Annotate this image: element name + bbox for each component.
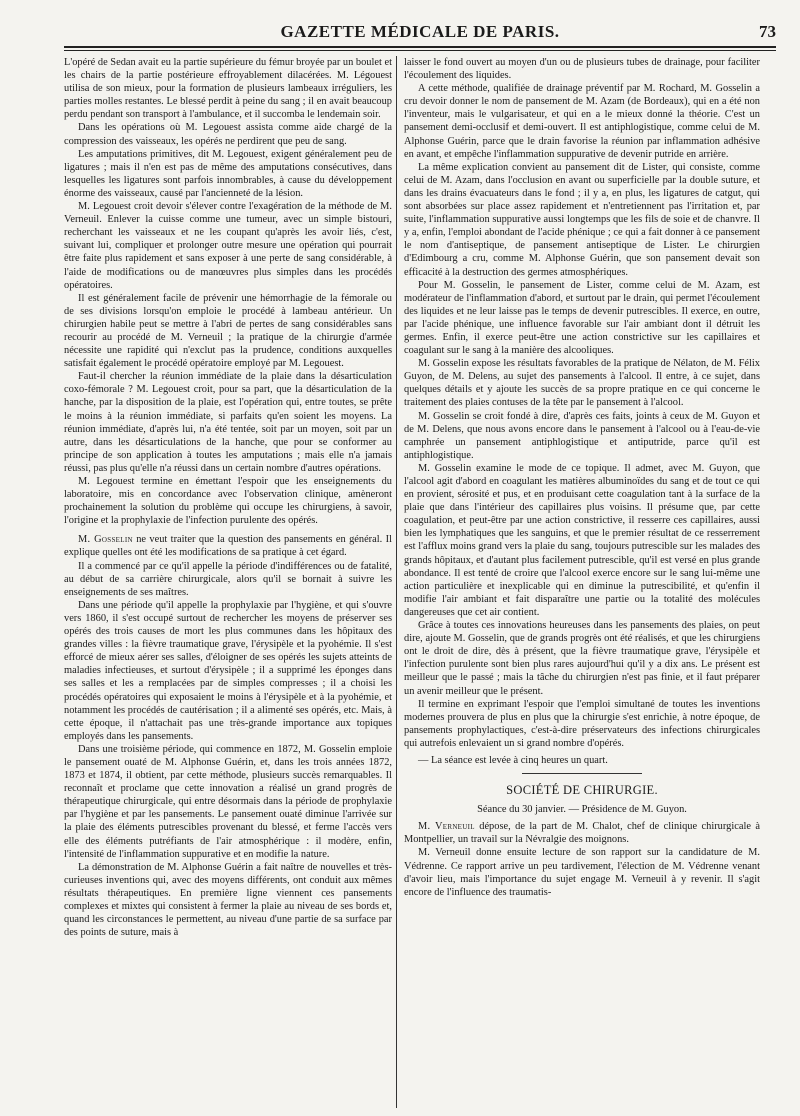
header-rule bbox=[64, 46, 776, 48]
section-rule bbox=[522, 773, 642, 774]
paragraph: Grâce à toutes ces innovations heureuses dans les pansements des plaies, on peut dire, ajoute M. Gosselin, que de grands progrès ont été réalisés, et que les chirurgiens ont le droit de dire, dès à présent, que la fièvre traumatique grave, l'érysipèle et l'infection purulente sont bien plus rares aujourd'hui qu'il y a dix ans. Le présent est meilleur que le passé ; mais la tâche du chirurgien n'est pas finie, et il faut préparer un avenir meilleur que le présent. bbox=[404, 620, 760, 697]
paragraph: Il est généralement facile de prévenir une hémorrhagie de la fémorale ou de ses divisions lorsqu'on emploie le procédé à lambeau antérieur. Un chirurgien habile peut se mettre à l'abri de pertes de sang considérables sans recourir au procédé de M. Verneuil ; la pratique de la chirurgie d'armée nécessite une rapidité qui n'exclut pas la prudence, conditions auxquelles satisfait également le procédé opératoire employé par M. Legouest. bbox=[64, 292, 392, 370]
paragraph: Il termine en exprimant l'espoir que l'emploi simultané de toutes les inventions modernes prouvera de plus en plus que la chirurgie s'est enrichie, à notre époque, de pansements prophylactiques, c'est-à-dire préservateurs des infections chirurgicales qui autrefois enlevaient un si grand nombre d'opérés. bbox=[404, 698, 760, 749]
paragraph: M. Gosselin expose les résultats favorables de la pratique de Nélaton, de M. Félix Guyon, de M. Delens, au sujet des pansements à l'alcool. Il entre, à ce sujet, dans quelques détails et y ajoute les succès de sa propre pratique en ce qui concerne le traitement des plaies contuses de la tête par le pansement à l'alcool. bbox=[404, 358, 760, 409]
paragraph: L'opéré de Sedan avait eu la partie supérieure du fémur broyée par un boulet et les chairs de la partie postérieure effroyablement dilacérées. M. Légouest utilisa de son mieux, pour la formation de plusieurs lambeaux irréguliers, les parties molles restantes. Le blessé perdit à peine du sang ; il en avait beaucoup perdu pendant son transport à l'ambulance, et il succomba le lendemain soir. bbox=[64, 57, 392, 121]
column-divider bbox=[396, 56, 397, 1108]
paragraph: Il a commencé par ce qu'il appelle la période d'indifférences ou de fatalité, au début de sa carrière chirurgicale, alors qu'il se bornait à suivre les enseignements de ses maîtres. bbox=[64, 560, 392, 598]
speaker-name: M. Verneuil bbox=[418, 821, 475, 833]
paragraph: Dans une période qu'il appelle la prophylaxie par l'hygiène, et qui s'ouvre vers 1860, il s'est occupé surtout de rechercher les moyens de préserver ses opérés des trois causes de mort les plus communes dans les hôpitaux des grandes villes : la fièvre traumatique grave, l'érysipèle et la pyohémie. Il s'est efforcé de mieux aérer ses salles, d'éloigner de ses opérés les sujets atteints de maladies infectieuses, et surtout d'érysipèle ; il a supprimé les éponges dans ses salles et les a remplacées par de simples compresses ; il a choisi les procédés opératoires qui exposaient le moins à l'érysipèle et à la pyohémie, et notamment les procédés de cautérisation ; il a alimenté ses opérés, etc. Mais, à cette époque, il n'attachait pas une très-grande importance aux topiques employés dans les pansements. bbox=[64, 599, 392, 742]
speaker-name: M. Gosselin bbox=[78, 534, 133, 546]
page-header bbox=[64, 22, 776, 48]
page-number: 73 bbox=[759, 22, 776, 41]
session-line: Séance du 30 janvier. — Présidence de M. Guyon. bbox=[477, 804, 687, 816]
paragraph: Faut-il chercher la réunion immédiate de la plaie dans la désarticulation coxo-fémorale ? M. Legouest croit, pour sa part, que la désarticulation de la hanche, par la disposition de la plaie, est l'opération qui, entre toutes, se prête le moins à la réunion immédiate, si parfaits qu'en soient les moyens. La réunion immédiate, d'après lui, n'a été tentée, soit par un moyen, soit par un autre, dans les désarticulations de la hanche, que pour se conformer au principe de son application à toutes les amputations ; mais elle n'a jamais réussi, pas plus qu'elle n'a réussi dans un certain nombre d'autres opérations. bbox=[64, 371, 392, 474]
paragraph: M. Legouest croit devoir s'élever contre l'exagération de la méthode de M. Verneuil. Enlever la cuisse comme une tumeur, avec un simple bistouri, recherchant les vaisseaux et ne les coupant qu'après les avoir liés, c'est, suivant lui, compliquer et prolonger outre mesure une opération qui pourrait être faite plus rapidement et sans exposer à une perte de sang considérable, à l'aide de modifications ou de manœuvres plus simples dans les procédés opératoires. bbox=[64, 201, 392, 291]
paragraph: laisser le fond ouvert au moyen d'un ou de plusieurs tubes de drainage, pour faciliter l'écoulement des liquides. bbox=[404, 57, 760, 82]
paragraph: M. Gosselin examine le mode de ce topique. Il admet, avec M. Guyon, que l'alcool agit d'abord en coagulant les matières albuminoïdes du sang et de tout ce qui en provient, sérosité et pus, et en produisant cette coagulation tant à la surface de la plaie que dans l'intérieur des capillaires plus voisins. Il présume que, par cette coagulation, et peut-être par une action constrictive, il resserre ces capillaires, aussi bien les lymphatiques que les sanguins, et que le premier résultat de ce resserrement est l'afflux moins grand vers la plaie du sang, toujours putrescible sur les malades des grands hôpitaux, et d'autant plus facilement putrescible, qu'il est versé en plus grande abondance. Il est tenté de croire que l'alcool exerce encore sur le sang lui-même une action particulière et inexplicable qui en diminue la putrescibilité, et qu'enfin il modifie l'air ambiant et fait disparaître une partie ou la totalité des molécules dangereuses que cet air contient. bbox=[404, 462, 760, 618]
paragraph: La même explication convient au pansement dit de Lister, qui consiste, comme celui de M. Azam, dans l'occlusion en avant ou superficielle par la double suture, et dans les drains évacuateurs dans le fond ; il y a, en plus, les ligatures de catgut, qui sont absorbées sur place assez rapidement et n'entretiennent pas l'irritation et, par suite, l'inflammation suppurative aussi longtemps que les fils de soie et de chanvre. Il y a, enfin, l'emploi abondant de l'acide phénique ; ce qui a fait donner à ce pansement le nom d'antiseptique, de pansement antiseptique de Lister. Le chirurgien d'Edimbourg a cru, comme M. Alphonse Guérin, que son pansement devait son efficacité à la destruction des germes atmosphériques. bbox=[404, 161, 760, 278]
paragraph bbox=[64, 533, 392, 559]
paragraph bbox=[404, 820, 760, 846]
header-rule-thin bbox=[64, 50, 776, 51]
paragraph: Dans les opérations où M. Legouest assista comme aide chargé de la compression des vaisseaux, les opérés ne perdirent que peu de sang. bbox=[64, 122, 392, 147]
paragraph: Dans une troisième période, qui commence en 1872, M. Gosselin emploie le pansement ouaté de M. Alphonse Guérin, et, dans les trois années 1872, 1873 et 1874, il obtient, par cette méthode, plusieurs succès remarquables. Il reconnaît et proclame que cette innovation a réalisé un grand progrès de thérapeutique chirurgicale, qui entre désormais dans la période de prophylaxie par l'hygiène et par les pansements. Le pansement ouaté diminue l'arrivée sur la plaie des éléments putrescibles provenant du blessé, et ferme l'accès vers elle des éléments putréfiants de l'air atmosphérique : il modère, enfin, l'intensité de l'inflammation suppurative et en modifie la nature. bbox=[64, 743, 392, 860]
paragraph: Pour M. Gosselin, le pansement de Lister, comme celui de M. Azam, est modérateur de l'inflammation d'abord, et surtout par le drain, qui permet l'écoulement des liquides et ne leur laisse pas le temps de devenir putrescibles. Il exerce, en outre, par l'acide phénique, une influence favorable sur l'air ambiant dont il détruit les germes. Enfin, il exerce peut-être une action constrictive sur les capillaires et coagulant sur le sang à la manière des alcooliques. bbox=[404, 279, 760, 357]
right-column bbox=[404, 56, 760, 899]
paragraph: A cette méthode, qualifiée de drainage préventif par M. Rochard, M. Gosselin a cru devoir donner le nom de pansement de M. Azam (de Bordeaux), qui en a été non l'inventeur, mais le vulgarisateur, et qui en a le mieux donné la théorie. C'est un pansement demi-occlusif et demi-ouvert. Il est antiphlogistique, comme celui de M. Alphonse Guérin, parce que le drain favorise la réunion par inflammation adhésive en avant, et empêche l'inflammation suppurative de devenir putride en arrière. bbox=[404, 83, 760, 160]
left-column bbox=[64, 56, 392, 939]
paragraph-text: ne veut traiter que la question des pansements en général. Il explique quelles ont été les modifications de sa pratique à cet égard. bbox=[64, 534, 392, 559]
paragraph: M. Legouest termine en émettant l'espoir que les enseignements du laboratoire, mis en concordance avec l'observation clinique, amèneront prochainement la solution du problème qui occupe les chirurgiens, à savoir, l'origine et la prophylaxie de l'infection purulente des opérés. bbox=[64, 476, 392, 527]
paragraph: Les amputations primitives, dit M. Legouest, exigent généralement peu de ligatures ; mais il n'en est pas de même des amputations consécutives, dans lesquelles les ligatures sont parfois innombrables, à cause du développement énorme des vaisseaux, causé par l'ancienneté de la lésion. bbox=[64, 148, 392, 199]
paragraph: La démonstration de M. Alphonse Guérin a fait naître de nouvelles et très-curieuses inventions qui, avec des moyens différents, ont conduit aux mêmes résultats thérapeutiques. En première ligne viennent ces pansements complexes et mixtes qui consistent à fermer la plaie au niveau de ses bords et, quand les circonstances le permettent, au niveau d'une partie de sa surface par des points de suture, mais à bbox=[64, 861, 392, 939]
paragraph-text: dépose, de la part de M. Chalot, chef de clinique chirurgicale à Montpellier, un travail sur la Névralgie des moignons. bbox=[404, 821, 760, 846]
journal-title: GAZETTE MÉDICALE DE PARIS. bbox=[280, 22, 560, 41]
paragraph: M. Gosselin se croit fondé à dire, d'après ces faits, joints à ceux de M. Guyon et de M. Delens, que nous avons encore dans le pansement à l'alcool ou à l'eau-de-vie camphrée un pansement antiphlogistique et antiputride, parce qu'il est antiphlogistique. bbox=[404, 410, 760, 461]
paragraph: M. Verneuil donne ensuite lecture de son rapport sur la candidature de M. Védrenne. Ce rapport arrive un peu tardivement, l'élection de M. Védrenne venant d'avoir lieu, mais l'importance du sujet engage M. Verneuil à y revenir. Il s'agit encore de l'influence des traumatis- bbox=[404, 847, 760, 898]
paragraph: — La séance est levée à cinq heures un quart. bbox=[418, 754, 608, 766]
section-title: SOCIÉTÉ DE CHIRURGIE. bbox=[506, 783, 658, 798]
